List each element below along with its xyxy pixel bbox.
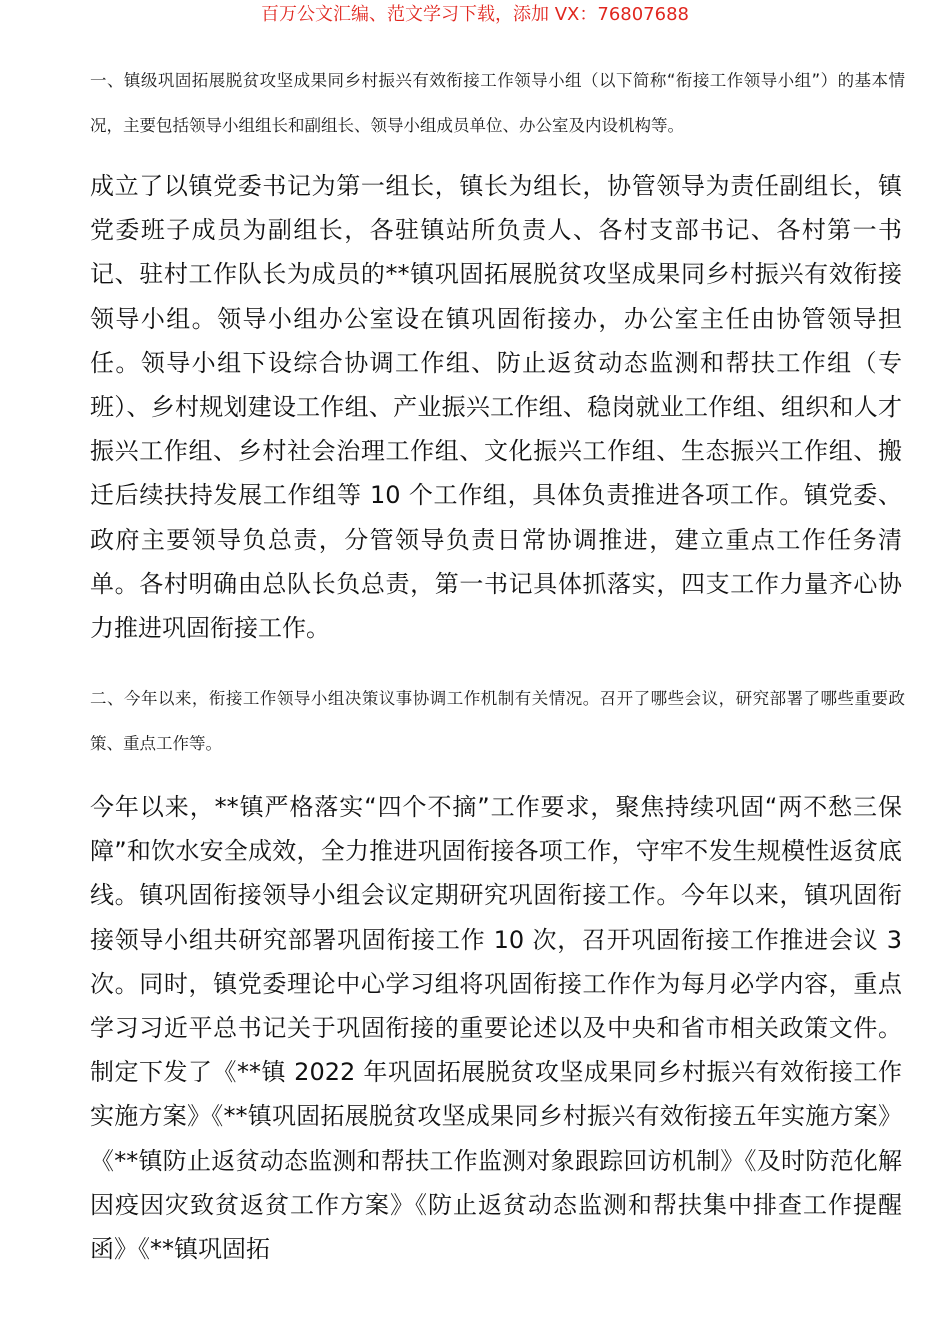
section-1-answer: 成立了以镇党委书记为第一组长，镇长为组长，协管领导为责任副组长，镇党委班子成员为副组长，各驻镇站所负责人、各村支部书记、各村第一书记、驻村工作队长为成员的**镇巩固拓展脱贫攻坚成果同乡村振兴有效衔接领导小组。领导小组办公室设在镇巩固衔接办，办公室主任由协管领导担任。领导小组下设综合协调工作组、防止返贫动态监测和帮扶工作组（专班）、乡村规划建设工作组、产业振兴工作组、稳岗就业工作组、组织和人才振兴工作组、乡村社会治理工作组、文化振兴工作组、生态振兴工作组、搬迁后续扶持发展工作组等 10 个工作组，具体负责推进各项工作。镇党委、政府主要领导负总责，分管领导负责日常协调推进，建立重点工作任务清单。各村明确由总队长负总责，第一书记具体抓落实，四支工作力量齐心协力推进巩固衔接工作。 <box>90 172 902 643</box>
section-1-question: 一、镇级巩固拓展脱贫攻坚成果同乡村振兴有效衔接工作领导小组（以下简称“衔接工作领导小组”）的基本情况，主要包括领导小组组长和副组长、领导小组成员单位、办公室及内设机构等。 <box>90 71 905 135</box>
section-2-answer: 今年以来，**镇严格落实“四个不摘”工作要求，聚焦持续巩固“两不愁三保障”和饮水安全成效，全力推进巩固衔接各项工作，守牢不发生规模性返贫底线。镇巩固衔接领导小组会议定期研究巩固衔接工作。今年以来，镇巩固衔接领导小组共研究部署巩固衔接工作 10 次，召开巩固衔接工作推进会议 3 次。同时，镇党委理论中心学习组将巩固衔接工作作为每月必学内容，重点学习习近平总书记关于巩固衔接的重要论述以及中央和省市相关政策文件。制定下发了《**镇 2022 年巩固拓展脱贫攻坚成果同乡村振兴有效衔接工作实施方案》《**镇巩固拓展脱贫攻坚成果同乡村振兴有效衔接五年实施方案》《**镇防止返贫动态监测和帮扶工作监测对象跟踪回访机制》《及时防范化解因疫因灾致贫返贫工作方案》《防止返贫动态监测和帮扶集中排查工作提醒函》《**镇巩固拓 <box>90 793 902 1264</box>
header-banner: 百万公文汇编、范文学习下载，添加 VX：76807688 <box>261 4 689 25</box>
section-2-question: 二、今年以来，衔接工作领导小组决策议事协调工作机制有关情况。召开了哪些会议，研究部署了哪些重要政策、重点工作等。 <box>90 689 905 753</box>
